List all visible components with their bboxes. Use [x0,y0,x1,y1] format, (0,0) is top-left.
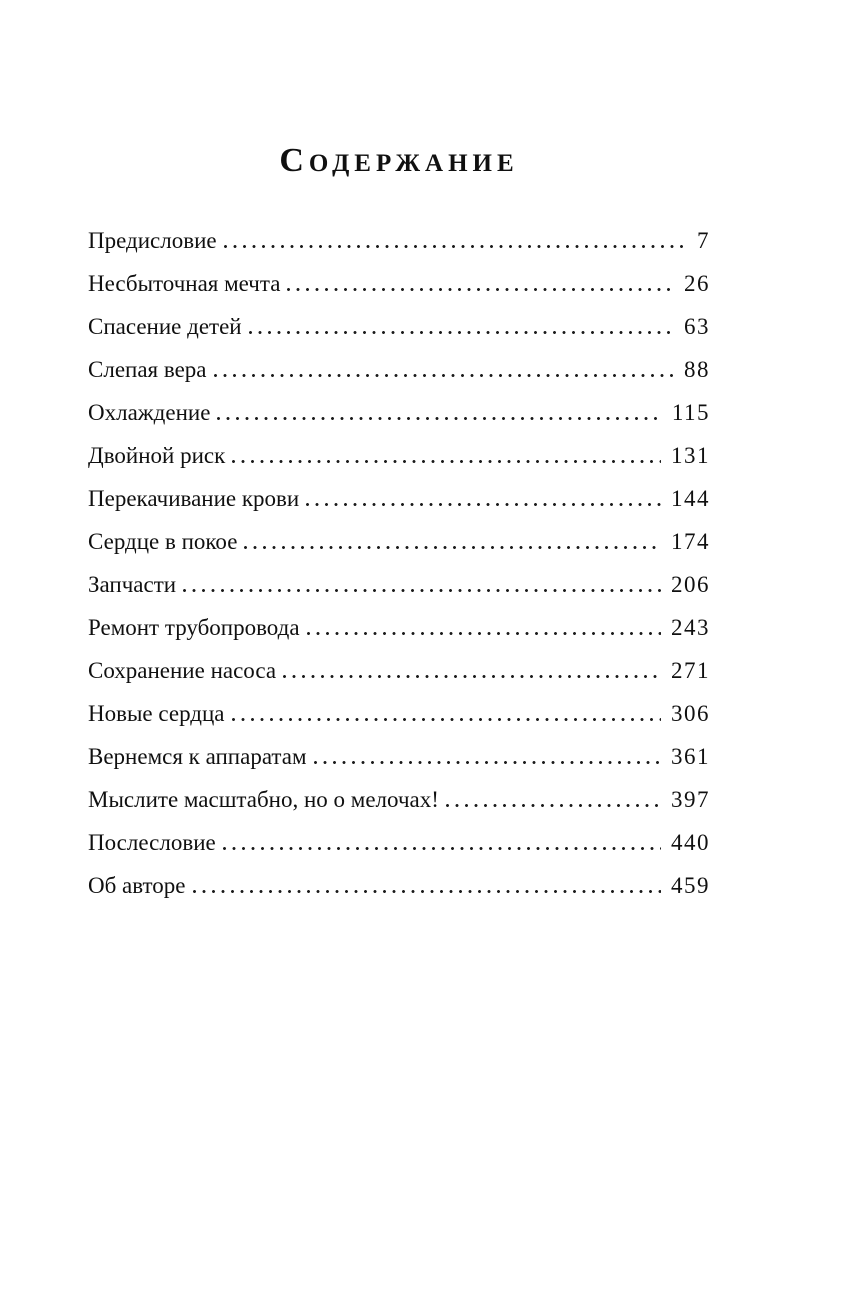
toc-entry-label: Перекачивание крови [88,486,300,511]
dot-leader [217,417,661,420]
toc-entry-label: Сердце в покое [88,529,238,554]
toc-entry-page: 26 [684,271,710,296]
dot-leader [307,632,661,635]
toc-entry [88,272,710,295]
toc-entry [88,229,710,252]
toc-entry-label: Мыслите масштабно, но о мелочах! [88,787,439,812]
toc-entry-page: 306 [671,701,710,726]
toc-content [88,140,710,897]
toc-entry [88,444,710,467]
toc-entry-label: Запчасти [88,572,177,597]
toc-entry-page: 440 [671,830,710,855]
toc-entry [88,874,710,897]
dot-leader [223,847,661,850]
toc-entry [88,401,710,424]
toc-list [88,229,710,897]
toc-entry-label: Вернемся к аппаратам [88,744,307,769]
dot-leader [446,804,661,807]
toc-entry [88,530,710,553]
toc-entry-label: Слепая вера [88,357,207,382]
dot-leader [232,460,661,463]
dot-leader [214,374,674,377]
toc-entry [88,358,710,381]
dot-leader [287,288,674,291]
toc-entry-label: Несбыточная мечта [88,271,281,296]
toc-entry-label: Охлаждение [88,400,211,425]
toc-entry-label: Об авторе [88,873,186,898]
toc-entry [88,573,710,596]
toc-entry [88,702,710,725]
toc-entry-page: 88 [684,357,710,382]
toc-entry [88,659,710,682]
toc-entry-page: 206 [671,572,710,597]
toc-entry [88,788,710,811]
toc-entry-label: Послесловие [88,830,216,855]
toc-entry-label: Сохранение насоса [88,658,277,683]
dot-leader [249,331,674,334]
dot-leader [283,675,661,678]
toc-entry [88,315,710,338]
toc-entry-page: 397 [671,787,710,812]
toc-entry-page: 131 [671,443,710,468]
toc-entry-label: Ремонт трубопровода [88,615,300,640]
dot-leader [306,503,661,506]
toc-entry-label: Двойной риск [88,443,226,468]
toc-entry-page: 271 [671,658,710,683]
toc-entry-label: Новые сердца [88,701,225,726]
dot-leader [193,890,661,893]
page-title: СОДЕРЖАНИЕ [279,142,519,179]
toc-entry-page: 243 [671,615,710,640]
toc-entry-page: 361 [671,744,710,769]
toc-entry [88,616,710,639]
toc-entry [88,745,710,768]
toc-entry-page: 7 [697,228,710,253]
toc-entry-page: 174 [671,529,710,554]
toc-entry-page: 63 [684,314,710,339]
toc-entry-page: 144 [671,486,710,511]
toc-entry-label: Спасение детей [88,314,242,339]
dot-leader [224,245,687,248]
toc-entry [88,487,710,510]
toc-entry-label: Предисловие [88,228,217,253]
toc-entry-page: 115 [671,400,710,425]
dot-leader [232,718,662,721]
dot-leader [183,589,661,592]
toc-entry-page: 459 [671,873,710,898]
dot-leader [314,761,661,764]
dot-leader [244,546,661,549]
toc-entry [88,831,710,854]
